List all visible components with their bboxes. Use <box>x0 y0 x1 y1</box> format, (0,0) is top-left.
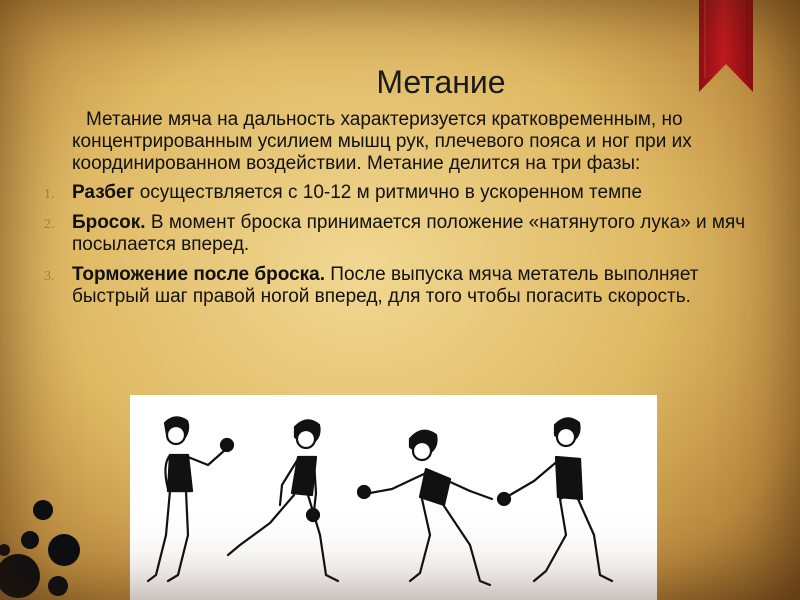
intro-paragraph: Метание мяча на дальность характеризуется кратковременным, но концентрированным усилием мышц рук, плечевого пояса и ног при их координированном воздействии. Метание делится на три фазы: <box>72 109 692 174</box>
phase-term: Торможение после броска. <box>72 264 326 285</box>
phase-term: Разбег <box>72 182 135 203</box>
slide-title: Метание <box>376 64 506 100</box>
list-number: 3. <box>44 269 55 284</box>
athlete-figure-4 <box>498 418 612 581</box>
phase-text: После выпуска мяча метатель выполняет быстрый шаг правой ногой вперед, для того чтобы погасить скорость. <box>72 264 699 307</box>
phase-term: Бросок. <box>72 212 146 233</box>
athlete-figure-3 <box>358 431 492 585</box>
ink-blots-decoration <box>0 490 100 600</box>
list-item <box>44 182 752 204</box>
athlete-figure-1 <box>148 417 233 581</box>
phase-text: В момент броска принимается положение «натянутого лука» и мяч посылается вперед. <box>72 212 746 255</box>
list-number: 2. <box>44 217 55 232</box>
athlete-figure-2 <box>228 420 338 581</box>
list-item <box>44 212 752 256</box>
throwing-phases-illustration <box>130 395 657 600</box>
phase-list <box>44 182 752 308</box>
slide-body <box>44 109 752 316</box>
list-number: 1. <box>44 187 55 202</box>
list-item <box>44 264 752 308</box>
phase-text: осуществляется с 10-12 м ритмично в ускоренном темпе <box>134 182 643 203</box>
